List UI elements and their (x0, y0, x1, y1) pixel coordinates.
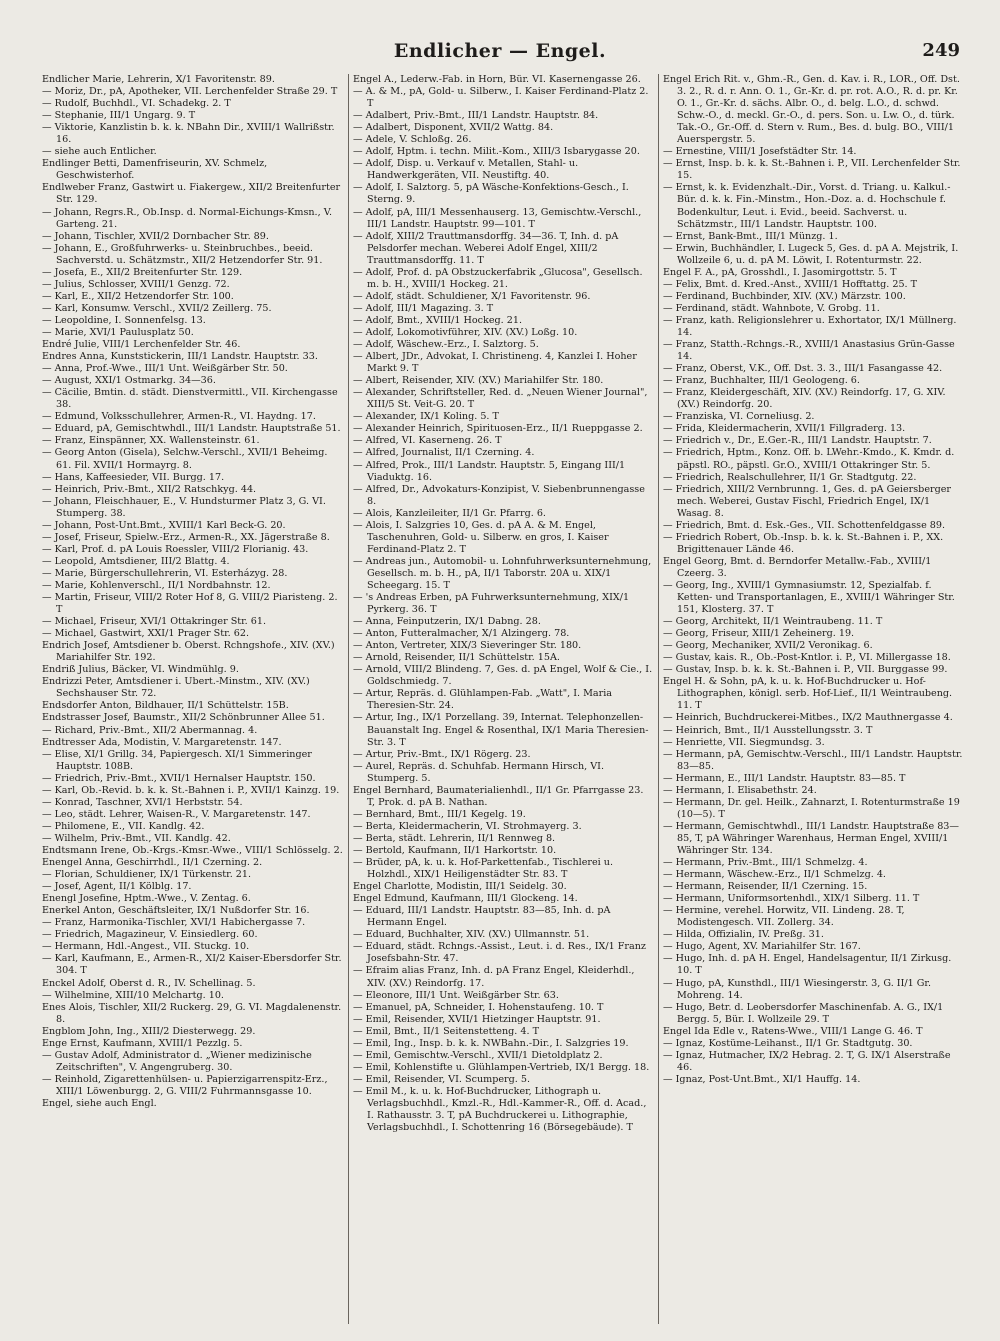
directory-entry: — Ignaz, Hutmacher, IX/2 Hebrag. 2. T, G. IX/1 Alserstraße 46. (663, 1049, 951, 1073)
directory-entry: — Adolf, Prof. d. pA Obstzuckerfabrik „Glucosa", Gesellsch. m. b. H., XVIII/1 Hockeg. 21. (353, 266, 643, 290)
page-header (0, 40, 1000, 68)
directory-entry: — Ignaz, Post-Unt.Bmt., XI/1 Hauffg. 14. (663, 1073, 861, 1085)
directory-entry: — Eduard, pA, Gemischtwhdl., III/1 Landstr. Hauptstraße 51. (42, 423, 341, 435)
directory-entry: — Johann, Regrs.R., Ob.Insp. d. Normal-Eichungs-Kmsn., V. Garteng. 21. (42, 206, 333, 230)
directory-entry: — Johann, Post-Unt.Bmt., XVIII/1 Karl Beck-G. 20. (42, 519, 286, 531)
directory-entry: — Friedrich, Hptm., Konz. Off. b. LWehr.-Kmdo., K. Kmdr. d. päpstl. RO., päpstl. Gr.O., XVIII/1 Ottakringer Str. 5. (663, 447, 955, 471)
directory-entry: — Eleonore, III/1 Unt. Weißgärber Str. 63. (353, 989, 559, 1001)
directory-entry: — Adolf, Hptm. i. techn. Milit.-Kom., XIII/3 Isbarygasse 20. (353, 146, 640, 158)
directory-entry: — Wilhelm, Priv.-Bmt., VII. Kandlg. 42. (42, 832, 231, 844)
directory-entry: — Eduard, III/1 Landstr. Hauptstr. 83—85, Inh. d. pA Hermann Engel. (353, 905, 611, 929)
directory-entry: — Hermann, pA, Gemischtw.-Verschl., III/1 Landstr. Hauptstr. 83—85. (663, 748, 963, 772)
directory-column-2 (348, 74, 658, 1324)
directory-entry: — Brüder, pA, k. u. k. Hof-Parkettenfab., Tischlerei u. Holzhdl., XIX/1 Heiligenstädter Str. 83. T (353, 857, 614, 881)
directory-entry: — Marie, Bürgerschullehrerin, VI. Esterházyg. 28. (42, 567, 288, 579)
directory-entry: — Josef, Agent, II/1 Kölblg. 17. (42, 881, 192, 893)
directory-entry: — Stephanie, III/1 Ungarg. 9. T (42, 110, 196, 122)
directory-entry: Endrich Josef, Amtsdiener b. Oberst. Rchngshofe., XIV. (XV.) Mariahilfer Str. 192. (42, 640, 335, 664)
directory-entry: — Anna, Prof.-Wwe., III/1 Unt. Weißgärber Str. 50. (42, 363, 288, 375)
directory-entry: — Emil, Reisender, VI. Scumperg. 5. (353, 1073, 531, 1085)
directory-entry: — Josef, Friseur, Spielw.-Erz., Armen-R., XX. Jägerstraße 8. (42, 531, 330, 543)
directory-entry: — Berta, Kleidermacherin, VI. Strohmayerg. 3. (353, 820, 582, 832)
directory-entry: — Anna, Feinputzerin, IX/1 Dabng. 28. (353, 616, 541, 628)
directory-entry: — Ernestine, VIII/1 Josefstädter Str. 14. (663, 146, 857, 158)
directory-columns (38, 74, 968, 1324)
directory-entry: — Friedrich, Bmt. d. Esk.-Ges., VII. Schottenfeldgasse 89. (663, 519, 946, 531)
directory-entry: — Franz, Buchhalter, III/1 Geologeng. 6. (663, 375, 860, 387)
directory-entry: Endré Julie, VIII/1 Lerchenfelder Str. 46. (42, 339, 241, 351)
directory-entry: — Gustav Adolf, Administrator d. „Wiener medizinische Zeitschriften", V. Angengruberg. 30. (42, 1049, 312, 1073)
directory-entry: Engel Charlotte, Modistin, III/1 Seidelg. 30. (353, 881, 567, 893)
directory-entry: — Adalbert, Disponent, XVII/2 Wattg. 84. (353, 122, 554, 134)
directory-entry: — Franz, Einspänner, XX. Wallensteinstr. 61. (42, 435, 260, 447)
directory-entry: — Heinrich, Bmt., II/1 Ausstellungsstr. 3. T (663, 724, 873, 736)
directory-entry: — Julius, Schlosser, XVIII/1 Genzg. 72. (42, 278, 230, 290)
directory-entry: Endlweber Franz, Gastwirt u. Fiakergew., XII/2 Breitenfurter Str. 129. (42, 182, 341, 206)
directory-entry: — Hans, Kaffeesieder, VII. Burgg. 17. (42, 471, 225, 483)
directory-entry: — Arnold, VIII/2 Blindeng. 7, Ges. d. pA Engel, Wolf & Cie., I. Goldschmiedg. 7. (353, 664, 653, 688)
directory-entry: — Alfred, Prok., III/1 Landstr. Hauptstr. 5, Eingang III/1 Viaduktg. 16. (353, 459, 626, 483)
directory-entry: — Gustav, Insp. b. k. k. St.-Bahnen i. P., VII. Burggasse 99. (663, 664, 948, 676)
directory-entry: — Ernst, Bank-Bmt., III/1 Münzg. 1. (663, 230, 838, 242)
directory-entry: — A. & M., pA, Gold- u. Silberw., I. Kaiser Ferdinand-Platz 2. T (353, 86, 649, 110)
directory-entry: — Adolf, Bmt., XVIII/1 Hockeg. 21. (353, 314, 523, 326)
directory-entry: — Heinrich, Priv.-Bmt., XII/2 Ratschkyg. 44. (42, 483, 257, 495)
directory-entry: Endlinger Betti, Damenfriseurin, XV. Schmelz, Geschwisterhof. (42, 158, 268, 182)
directory-entry: — Anton, Futteralmacher, X/1 Alzingerg. 78. (353, 628, 570, 640)
directory-entry: — 's Andreas Erben, pA Fuhrwerksunternehmung, XIX/1 Pyrkerg. 36. T (353, 592, 630, 616)
directory-entry: Engel Edmund, Kaufmann, III/1 Glockeng. 14. (353, 893, 578, 905)
directory-entry: — Erwin, Buchhändler, I. Lugeck 5, Ges. d. pA A. Mejstrik, I. Wollzeile 6, u. d. pA M. Löwit, I. Rotenturmstr. 22. (663, 242, 959, 266)
directory-entry: — Hermann, Reisender, II/1 Czerning. 15. (663, 881, 868, 893)
directory-entry: — Alois, Kanzleileiter, II/1 Gr. Pfarrg. 6. (353, 507, 546, 519)
directory-entry: — Marie, XVI/1 Paulusplatz 50. (42, 326, 194, 338)
directory-entry: — Franziska, VI. Corneliusg. 2. (663, 411, 815, 423)
directory-entry: — Georg, Ing., XVIII/1 Gymnasiumstr. 12, Spezialfab. f. Ketten- und Transportanlagen, E., XVIII/1 Währinger Str. 151, Klosterg. 37. T (663, 579, 955, 616)
directory-entry: — Heinrich, Buchdruckerei-Mitbes., IX/2 Mauthnergasse 4. (663, 712, 953, 724)
directory-entry: — Martin, Friseur, VIII/2 Roter Hof 8, G. VIII/2 Piaristeng. 2. T (42, 592, 338, 616)
directory-entry: — Hermann, Priv.-Bmt., III/1 Schmelzg. 4. (663, 857, 868, 869)
directory-entry: — Viktorie, Kanzlistin b. k. k. NBahn Dir., XVIII/1 Wallrißstr. 16. (42, 122, 335, 146)
directory-entry: — Adolf, Wäschew.-Erz., I. Salztorg. 5. (353, 339, 539, 351)
directory-entry: — Adolf, III/1 Magazing. 3. T (353, 302, 494, 314)
directory-entry: — Gustav, kais. R., Ob.-Post-Kntlor. i. P., VI. Millergasse 18. (663, 652, 951, 664)
directory-entry: Engel, siehe auch Engl. (42, 1097, 157, 1109)
directory-entry: — Alexander, Schriftsteller, Red. d. „Neuen Wiener Journal", XIII/5 St. Veit-G. 20. T (353, 387, 648, 411)
directory-entry: — Johann, Fleischhauer, E., V. Hundsturmer Platz 3, G. VI. Stumperg. 38. (42, 495, 326, 519)
directory-entry: — Friedrich, XIII/2 Vernbrunng. 1, Ges. d. pA Geiersberger mech. Weberei, Gustav Fischl, Friedrich Engel, IX/1 Wasag. 8. (663, 483, 951, 519)
directory-entry: — Eduard, Buchhalter, XIV. (XV.) Ullmannstr. 51. (353, 929, 590, 941)
directory-entry: Enengel Anna, Geschirrhdl., II/1 Czerning. 2. (42, 857, 263, 869)
directory-entry: — Ferdinand, Buchbinder, XIV. (XV.) Märzstr. 100. (663, 290, 906, 302)
directory-entry: — Emil, Bmt., II/1 Seitenstetteng. 4. T (353, 1025, 539, 1037)
directory-entry: — Ernst, k. k. Evidenzhalt.-Dir., Vorst. d. Triang. u. Kalkul.-Bür. d. k. k. Fin.-Minstm., Hon.-Doz. a. d. Hochschule f. Bodenkultur, Leut. i. Evid., beeid. Sachverst. u. Schätzmstr., III/1 Landstr. Hauptstr. 100. (663, 182, 951, 230)
directory-entry: — Rudolf, Buchhdl., VI. Schadekg. 2. T (42, 98, 231, 110)
directory-entry: Engel H. & Sohn, pA, k. u. k. Hof-Buchdrucker u. Hof-Lithographen, königl. serb. Hof-Lief., II/1 Weintraubeng. 11. T (663, 676, 953, 712)
directory-entry: — Friedrich, Priv.-Bmt., XVII/1 Hernalser Hauptstr. 150. (42, 772, 316, 784)
directory-entry: — Leopold, Amtsdiener, III/2 Blattg. 4. (42, 555, 230, 567)
directory-entry: — Emanuel, pA, Schneider, I. Hohenstaufeng. 10. T (353, 1001, 604, 1013)
directory-entry: — Hugo, Betr. d. Leobersdorfer Maschinenfab. A. G., IX/1 Bergg. 5, Bür. I. Wollzeile 29. T (663, 1001, 944, 1025)
directory-entry: — Franz, Harmonika-Tischler, XVI/1 Habichergasse 7. (42, 917, 306, 929)
directory-entry: — Friedrich, Magazineur, V. Einsiedlerg. 60. (42, 929, 258, 941)
directory-entry: Endstrasser Josef, Baumstr., XII/2 Schönbrunner Allee 51. (42, 712, 325, 724)
directory-entry: — Karl, Konsumw. Verschl., XVII/2 Zeillerg. 75. (42, 302, 272, 314)
directory-entry: — Frida, Kleidermacherin, XVII/1 Fillgraderg. 13. (663, 423, 906, 435)
directory-entry: — Alfred, Journalist, II/1 Czerning. 4. (353, 447, 535, 459)
directory-entry: — Karl, Prof. d. pA Louis Roessler, VIII/2 Florianig. 43. (42, 543, 309, 555)
directory-entry: Enengl Josefine, Hptm.-Wwe., V. Zentag. 6. (42, 893, 251, 905)
directory-entry: — Adolf, XIII/2 Trauttmansdorffg. 34—36. T, Inh. d. pA Pelsdorfer mechan. Weberei Adolf Engel, XIII/2 Trauttmansdorffg. 11. T (353, 230, 619, 266)
directory-entry: — Adele, V. Schloßg. 26. (353, 134, 472, 146)
directory-entry: — Adolf, städt. Schuldiener, X/1 Favoritenstr. 96. (353, 290, 591, 302)
directory-entry: — Franz, Oberst, V.K., Off. Dst. 3. 3., III/1 Fasangasse 42. (663, 363, 943, 375)
directory-entry: Engel Georg, Bmt. d. Berndorfer Metallw.-Fab., XVIII/1 Czeerg. 3. (663, 555, 932, 579)
directory-entry: — Hilda, Offizialin, IV. Preßg. 31. (663, 929, 824, 941)
directory-entry: — Adolf, Lokomotivführer, XIV. (XV.) Loßg. 10. (353, 326, 578, 338)
directory-entry: — Ignaz, Kostüme-Leihanst., II/1 Gr. Stadtgutg. 30. (663, 1037, 913, 1049)
directory-entry: — Georg, Architekt, II/1 Weintraubeng. 11. T (663, 616, 883, 628)
directory-entry: — Arnold, Reisender, II/1 Schüttelstr. 15A. (353, 652, 560, 664)
directory-entry: Endres Anna, Kunststickerin, III/1 Landstr. Hauptstr. 33. (42, 351, 318, 363)
directory-entry: — Artur, Priv.-Bmt., IX/1 Rögerg. 23. (353, 748, 531, 760)
directory-entry: — Emil, Gemischtw.-Verschl., XVII/1 Dietoldplatz 2. (353, 1049, 603, 1061)
directory-entry: — Emil, Ing., Insp. b. k. k. NWBahn.-Dir., I. Salzgries 19. (353, 1037, 629, 1049)
directory-entry: — Johann, E., Großfuhrwerks- u. Steinbruchbes., beeid. Sachverstd. u. Schätzmstr., XII/2 Hetzendorfer Str. 91. (42, 242, 323, 266)
directory-entry: — Richard, Priv.-Bmt., XII/2 Abermannag. 4. (42, 724, 258, 736)
directory-entry: — Ferdinand, städt. Wahnbote, V. Grobg. 11. (663, 302, 880, 314)
directory-entry: Engel Ida Edle v., Ratens-Wwe., VIII/1 Lange G. 46. T (663, 1025, 923, 1037)
directory-column-1 (38, 74, 348, 1324)
directory-entry: — Henriette, VII. Siegmundsg. 3. (663, 736, 825, 748)
directory-entry: — Hermann, Hdl.-Angest., VII. Stuckg. 10. (42, 941, 250, 953)
directory-entry: — Franz, Statth.-Rchngs.-R., XVIII/1 Anastasius Grün-Gasse 14. (663, 339, 955, 363)
directory-entry: — Hermann, Uniformsortenhdl., XIX/1 Silberg. 11. T (663, 893, 920, 905)
directory-entry: — Friedrich, Realschullehrer, II/1 Gr. Stadtgutg. 22. (663, 471, 917, 483)
directory-entry: — Berta, städt. Lehrerin, II/1 Rennweg 8. (353, 832, 556, 844)
directory-entry: — Artur, Ing., IX/1 Porzellang. 39, Internat. Telephonzellen-Bauanstalt Ing. Engel & Rosenthal, IX/1 Maria Theresien-Str. 3. T (353, 712, 649, 748)
directory-entry: Endsdorfer Anton, Bildhauer, II/1 Schüttelstr. 15B. (42, 700, 289, 712)
directory-entry: — Alois, I. Salzgries 10, Ges. d. pA A. & M. Engel, Taschenuhren, Gold- u. Silberw. en gros, I. Kaiser Ferdinand-Platz 2. T (353, 519, 609, 555)
directory-entry: — Marie, Kohlenverschl., II/1 Nordbahnstr. 12. (42, 579, 271, 591)
directory-entry: — Franz, Kleidergeschäft, XIV. (XV.) Reindorfg. 17, G. XIV. (XV.) Reindorfg. 20. (663, 387, 946, 411)
directory-entry: Engel F. A., pA, Grosshdl., I. Jasomirgottstr. 5. T (663, 266, 897, 278)
directory-entry: Endrizzi Peter, Amtsdiener i. Ubert.-Minstm., XIV. (XV.) Sechshauser Str. 72. (42, 676, 310, 700)
page-title: Endlicher — Engel. (393, 40, 607, 62)
directory-entry: — Emil, Reisender, XVII/1 Hietzinger Hauptstr. 91. (353, 1013, 601, 1025)
directory-entry: — Hermann, E., III/1 Landstr. Hauptstr. 83—85. T (663, 772, 906, 784)
directory-entry: — Konrad, Taschner, XVI/1 Herbststr. 54. (42, 796, 243, 808)
directory-entry: — Emil M., k. u. k. Hof-Buchdrucker, Lithograph u. Verlagsbuchhdl., Kmzl.-R., Hdl.-Kammer-R., Off. d. Acad., I. Rathausstr. 3. T, pA Buchdruckerei u. Lithographie, Verlagsbuchhdl., I. Schottenring 16 (Börsegebäude). T (353, 1085, 647, 1134)
directory-entry: — Friedrich Robert, Ob.-Insp. b. k. k. St.-Bahnen i. P., XX. Brigittenauer Lände 46. (663, 531, 944, 555)
directory-entry: — Artur, Repräs. d. Glühlampen-Fab. „Watt", I. Maria Theresien-Str. 24. (353, 688, 613, 712)
directory-entry: — Eduard, städt. Rchngs.-Assist., Leut. i. d. Res., IX/1 Franz Josefsbahn-Str. 47. (353, 941, 646, 965)
directory-entry: — Bernhard, Bmt., III/1 Kegelg. 19. (353, 808, 526, 820)
directory-entry: — Josefa, E., XII/2 Breitenfurter Str. 129. (42, 266, 243, 278)
directory-entry: Endlicher Marie, Lehrerin, X/1 Favoritenstr. 89. (42, 74, 275, 85)
directory-entry: — Hermann, Gemischtwhdl., III/1 Landstr. Hauptstraße 83—85, T, pA Währinger Warenhaus, Herman Engel, XVIII/1 Währinger Str. 134. (663, 820, 959, 856)
directory-entry: — Michael, Friseur, XVI/1 Ottakringer Str. 61. (42, 616, 267, 628)
directory-entry: Engel Bernhard, Baumaterialienhdl., II/1 Gr. Pfarrgasse 23. T, Prok. d. pA B. Nathan. (353, 784, 644, 808)
directory-column-3 (658, 74, 968, 1324)
directory-entry: — Adalbert, Priv.-Bmt., III/1 Landstr. Hauptstr. 84. (353, 110, 599, 122)
directory-entry: — Leo, städt. Lehrer, Waisen-R., V. Margaretenstr. 147. (42, 808, 311, 820)
directory-entry: — Adolf, I. Salztorg. 5, pA Wäsche-Konfektions-Gesch., I. Sterng. 9. (353, 182, 629, 206)
directory-entry: — Aurel, Repräs. d. Schuhfab. Hermann Hirsch, VI. Stumperg. 5. (353, 760, 605, 784)
page-number: 249 (922, 40, 960, 61)
directory-entry: — siehe auch Entlicher. (42, 146, 157, 158)
directory-entry: — Adolf, pA, III/1 Messenhauserg. 13, Gemischtw.-Verschl., III/1 Landstr. Hauptstr. 99—101. T (353, 206, 642, 230)
directory-entry: — Albert, JDr., Advokat, I. Christineng. 4, Kanzlei I. Hoher Markt 9. T (353, 351, 637, 375)
directory-entry: — Adolf, Disp. u. Verkauf v. Metallen, Stahl- u. Handwerkgeräten, VII. Neustiftg. 40. (353, 158, 579, 182)
directory-entry: — Georg, Friseur, XIII/1 Zeheinerg. 19. (663, 628, 855, 640)
directory-entry: — Wilhelmine, XIII/10 Melchartg. 10. (42, 989, 224, 1001)
directory-entry: — Moriz, Dr., pA, Apotheker, VII. Lerchenfelder Straße 29. T (42, 86, 338, 98)
directory-entry: — Florian, Schuldiener, IX/1 Türkenstr. 21. (42, 869, 252, 881)
directory-entry: Enes Alois, Tischler, XII/2 Ruckerg. 29, G. VI. Magdalenenstr. 8. (42, 1001, 342, 1025)
directory-entry: — Efraim alias Franz, Inh. d. pA Franz Engel, Kleiderhdl., XIV. (XV.) Reindorfg. 17. (353, 965, 635, 989)
directory-entry: — Alexander, IX/1 Koling. 5. T (353, 411, 499, 423)
directory-entry: Endriß Julius, Bäcker, VI. Windmühlg. 9. (42, 664, 239, 676)
directory-entry: — Edmund, Volksschullehrer, Armen-R., VI. Haydng. 17. (42, 411, 316, 423)
directory-entry: — Friedrich v., Dr., E.Ger.-R., III/1 Landstr. Hauptstr. 7. (663, 435, 932, 447)
directory-entry: — Hugo, pA, Kunsthdl., III/1 Wiesingerstr. 3, G. II/1 Gr. Mohreng. 14. (663, 977, 932, 1001)
directory-entry: — Hugo, Inh. d. pA H. Engel, Handelsagentur, II/1 Zirkusg. 10. T (663, 953, 952, 977)
directory-entry: — Hermann, Wäschew.-Erz., II/1 Schmelzg. 4. (663, 869, 886, 881)
directory-entry: Engel Erich Rit. v., Ghm.-R., Gen. d. Kav. i. R., LOR., Off. Dst. 3. 2., R. d. r. Ann. O. 1., Gr.-Kr. d. pr. rot. A.O., R. d. pr. Kr. O. 1., Gr.-Kr. d. sächs. Albr. O., d. belg. L.O., d. schwd. Schw.-O., d. meckl. Gr.-O., d. pers. Son. u. Lw. O., d. türk. Tak.-O., Gr.-Off. d. Stern v. Rum., Bes. d. bulg. BO., VIII/1 Auerspergstr. 5. (663, 74, 960, 146)
directory-entry: — Georg Anton (Gisela), Selchw.-Verschl., XVII/1 Beheimg. 61. Fil. XVII/1 Hormayrg. 8. (42, 447, 328, 471)
directory-entry: — Georg, Mechaniker, XVII/2 Veronikag. 6. (663, 640, 873, 652)
directory-entry: Endtsmann Irene, Ob.-Krgs.-Kmsr.-Wwe., VIII/1 Schlösselg. 2. (42, 845, 343, 856)
directory-entry: — Hermine, verehel. Horwitz, VII. Lindeng. 28. T, Modistengesch. VII. Zollerg. 34. (663, 905, 905, 929)
directory-entry: — Karl, Kaufmann, E., Armen-R., XI/2 Kaiser-Ebersdorfer Str. 304. T (42, 953, 342, 977)
directory-entry: — Hermann, I. Elisabethstr. 24. (663, 784, 817, 796)
directory-entry: — Ernst, Insp. b. k. k. St.-Bahnen i. P., VII. Lerchenfelder Str. 15. (663, 158, 961, 182)
directory-entry: — Alexander Heinrich, Spirituosen-Erz., II/1 Rueppgasse 2. (353, 423, 643, 435)
directory-entry: — Franz, kath. Religionslehrer u. Exhortator, IX/1 Müllnerg. 14. (663, 314, 957, 338)
directory-entry: — Alfred, Dr., Advokaturs-Konzipist, V. Siebenbrunnengasse 8. (353, 483, 645, 507)
directory-entry: Enckel Adolf, Oberst d. R., IV. Schellinag. 5. (42, 977, 256, 989)
directory-entry: — Karl, E., XII/2 Hetzendorfer Str. 100. (42, 290, 234, 302)
directory-entry: — Karl, Ob.-Revid. b. k. k. St.-Bahnen i. P., XVII/1 Kainzg. 19. (42, 784, 340, 796)
directory-entry: — Andreas jun., Automobil- u. Lohnfuhrwerksunternehmung, Gesellsch. m. b. H., pA, II/1 Taborstr. 20A u. XIX/1 Scheegarg. 15. T (353, 555, 652, 591)
directory-entry: — Hugo, Agent, XV. Mariahilfer Str. 167. (663, 941, 861, 953)
directory-entry: — Philomene, E., VII. Kandlg. 42. (42, 820, 205, 832)
directory-entry: — Felix, Bmt. d. Kred.-Anst., XVIII/1 Hofftattg. 25. T (663, 278, 918, 290)
directory-entry: — Elise, XI/1 Grillg. 34, Papiergesch. XI/1 Simmeringer Hauptstr. 108B. (42, 748, 312, 772)
directory-entry: — Emil, Kohlenstifte u. Glühlampen-Vertrieb, IX/1 Bergg. 18. (353, 1061, 650, 1073)
directory-entry: — Alfred, VI. Kaserneng. 26. T (353, 435, 502, 447)
directory-entry: — Cäcilie, Bmtin. d. städt. Dienstvermittl., VII. Kirchengasse 38. (42, 387, 338, 411)
directory-entry: — Bertold, Kaufmann, II/1 Harkortstr. 10. (353, 845, 557, 856)
directory-entry: — Anton, Vertreter, XIX/3 Sieveringer Str. 180. (353, 640, 582, 652)
directory-entry: — Leopoldine, I. Sonnenfelsg. 13. (42, 314, 206, 326)
directory-entry: Enerkel Anton, Geschäftsleiter, IX/1 Nußdorfer Str. 16. (42, 905, 310, 917)
directory-entry: — Johann, Tischler, XVII/2 Dornbacher Str. 89. (42, 230, 269, 242)
directory-entry: Endtresser Ada, Modistin, V. Margaretenstr. 147. (42, 736, 282, 748)
directory-entry: — Michael, Gastwirt, XXI/1 Prager Str. 62. (42, 628, 250, 640)
directory-entry: — August, XXI/1 Ostmarkg. 34—36. (42, 375, 216, 387)
directory-entry: Engblom John, Ing., XIII/2 Diesterwegg. 29. (42, 1025, 256, 1037)
directory-entry: — Albert, Reisender, XIV. (XV.) Mariahilfer Str. 180. (353, 375, 604, 387)
directory-entry: — Reinhold, Zigarettenhülsen- u. Papierzigarrenspitz-Erz., XIII/1 Löwenburgg. 2, G. VIII/2 Fuhrmannsgasse 10. (42, 1073, 328, 1097)
directory-entry: — Hermann, Dr. gel. Heilk., Zahnarzt, I. Rotenturmstraße 19 (10—5). T (663, 796, 960, 820)
directory-entry: Enge Ernst, Kaufmann, XVIII/1 Pezzlg. 5. (42, 1037, 243, 1049)
directory-entry: Engel A., Lederw.-Fab. in Horn, Bür. VI. Kasernengasse 26. (353, 74, 641, 85)
